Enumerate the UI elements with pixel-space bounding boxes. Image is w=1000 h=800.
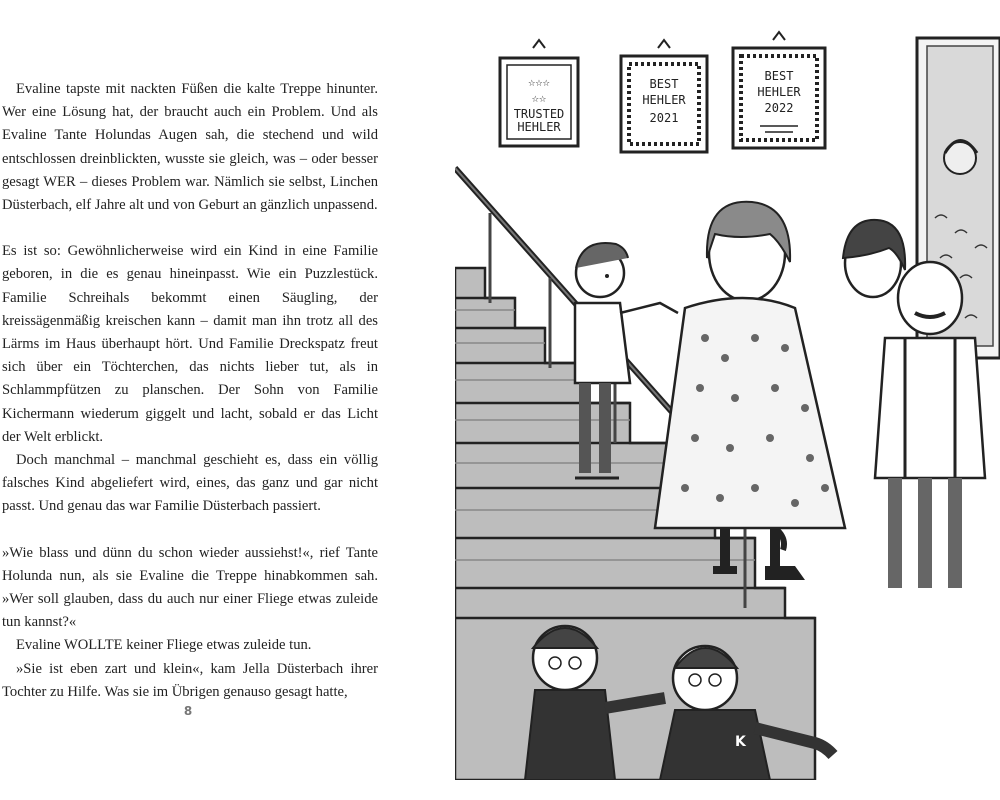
sign-left-line1: ☆☆☆	[528, 75, 550, 89]
sign-right-line1: BEST	[764, 69, 794, 83]
paragraph-5: Evaline WOLLTE keiner Fliege etwas zuleide tun.	[16, 637, 312, 654]
sign-middle-line3: 2021	[649, 111, 679, 125]
illustration-svg	[455, 18, 1000, 780]
sign-left-line4: HEHLER	[517, 120, 561, 134]
paragraph-3: Doch manchmal – manchmal geschieht es, dass ein völlig falsches Kind abgeliefert wird, eines, das ganz und gar nicht passt. Und genau das war Familie Düsterbach passiert.	[2, 452, 378, 515]
sign-middle-line1: BEST	[649, 77, 679, 91]
mother-jella	[843, 220, 905, 297]
sweater-letter: K	[735, 734, 746, 750]
paragraph-1: Evaline tapste mit nackten Füßen die kalte Treppe hinunter. Wer eine Lösung hat, der braucht auch ein Problem. Und als Evaline Tante Holundas Augen sah, die stechend und wild entschlossen dreinblickten, wusste sie gleich, was – oder besser gesagt WER – dieses Problem war. Nämlich sie selbst, Linchen Düsterbach, elf Jahre alt und von Geburt an gänzlich unpassend.	[2, 81, 378, 214]
sign-right-line3: 2022	[764, 101, 794, 115]
left-page	[0, 0, 455, 800]
paragraph-4: »Wie blass und dünn du schon wieder aussiehst!«, rief Tante Holunda nun, als sie Evaline die Treppe hinabkommen sah. »Wer soll glauben, dass du auch nur einer Fliege etwas zuleide tun kannst?«	[2, 544, 378, 631]
sign-middle-line2: HEHLER	[642, 93, 686, 107]
sign-best-hehler-2021	[621, 40, 707, 152]
text-block	[2, 78, 378, 704]
sign-best-hehler-2022	[733, 32, 825, 148]
sign-left-line2: ☆☆	[531, 91, 547, 105]
illustration	[455, 18, 1000, 780]
sign-left-line3: TRUSTED	[513, 107, 565, 121]
page-number: 8	[183, 704, 193, 718]
sign-right-line2: HEHLER	[757, 85, 801, 99]
paragraph-6: »Sie ist eben zart und klein«, kam Jella Düsterbach ihrer Tochter zu Hilfe. Was sie im Übrigen genauso gesagt hatte,	[2, 660, 378, 700]
paragraph-2: Es ist so: Gewöhnlicherweise wird ein Kind in eine Familie geboren, in die es genau hineinpasst. Wie ein Puzzlestück. Familie Schreihals bekommt einen Säugling, der kreissägenmäßig kreischen kann – damit man ihn trotz all des Lärms im Haus überhaupt hört. Und Familie Dreckspatz freut sich über ein Töchterchen, das nichts lieber tut, als in Schlammpfützen zu planschen. Der Sohn von Familie Kichermann wiederum giggelt und lacht, sobald er das Licht der Welt erblickt.	[2, 243, 378, 445]
aunt-holunda	[655, 202, 845, 580]
sign-trusted-hehler	[500, 40, 578, 146]
